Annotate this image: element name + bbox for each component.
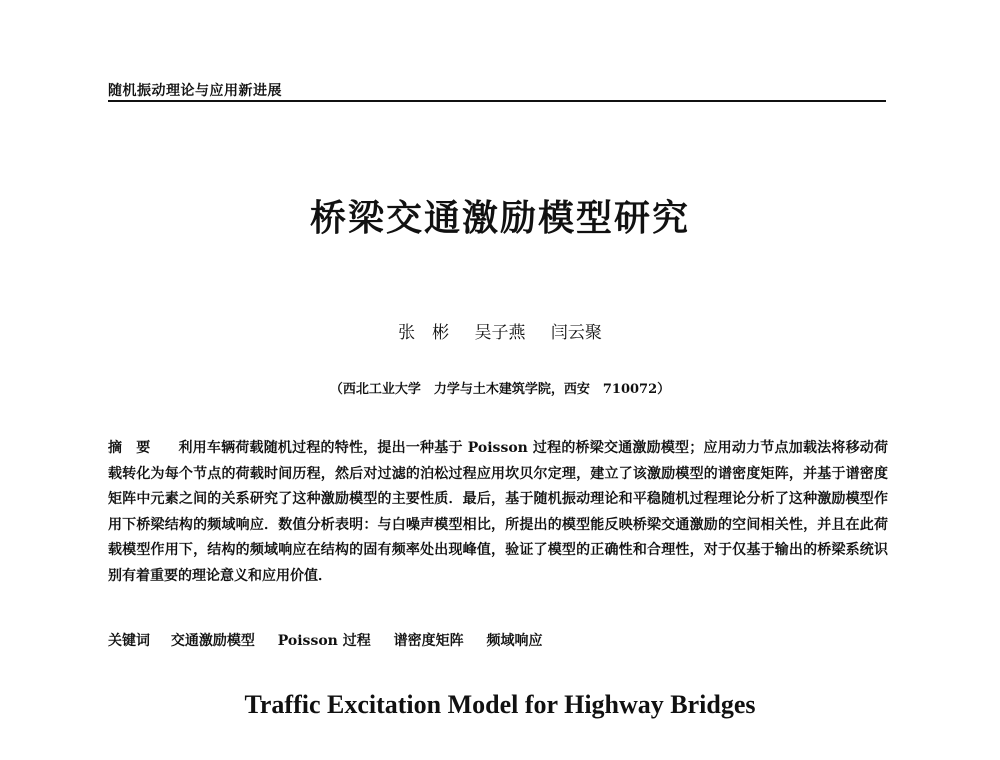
abstract-text: 利用车辆荷载随机过程的特性，提出一种基于 Poisson 过程的桥梁交通激励模型；应用动力节点加载法将移动荷载转化为每个节点的荷载时间历程，然后对过滤的泊松过程应用坎贝尔定理，建立了该激励模型的谱密度矩阵，并基于谱密度矩阵中元素之间的关系研究了这种激励模型的主要性质．最后，基于随机振动理论和平稳随机过程理论分析了这种激励模型作用下桥梁结构的频域响应．数值分析表明：与白噪声模型相比，所提出的模型能反映桥梁交通激励的空间相关性，并且在此荷载模型作用下，结构的频域响应在结构的固有频率处出现峰值，验证了模型的正确性和合理性，对于仅基于输出的桥梁系统识别有着重要的理论意义和应用价值．: [108, 440, 889, 584]
paper-title-en: Traffic Excitation Model for Highway Bridges: [244, 690, 756, 719]
author-name: 张 彬: [398, 323, 450, 343]
running-head: 随机振动理论与应用新进展: [108, 83, 282, 99]
affiliation: （西北工业大学 力学与土木建筑学院，西安 710072）: [329, 382, 671, 397]
keywords: [108, 630, 888, 650]
author-list: [0, 318, 1000, 343]
paper-title-cn: 桥梁交通激励模型研究: [309, 197, 690, 239]
author-name: 闫云聚: [550, 323, 602, 343]
abstract: [108, 436, 888, 590]
keyword: 交通激励模型: [170, 633, 255, 649]
author-name: 吴子燕: [474, 323, 526, 343]
keyword: Poisson 过程: [277, 633, 371, 649]
keyword: 谱密度矩阵: [393, 633, 464, 649]
abstract-label: 摘要: [108, 440, 165, 456]
keyword: 频域响应: [486, 633, 543, 649]
header-rule: [108, 100, 886, 102]
keywords-label: 关键词: [108, 633, 150, 649]
